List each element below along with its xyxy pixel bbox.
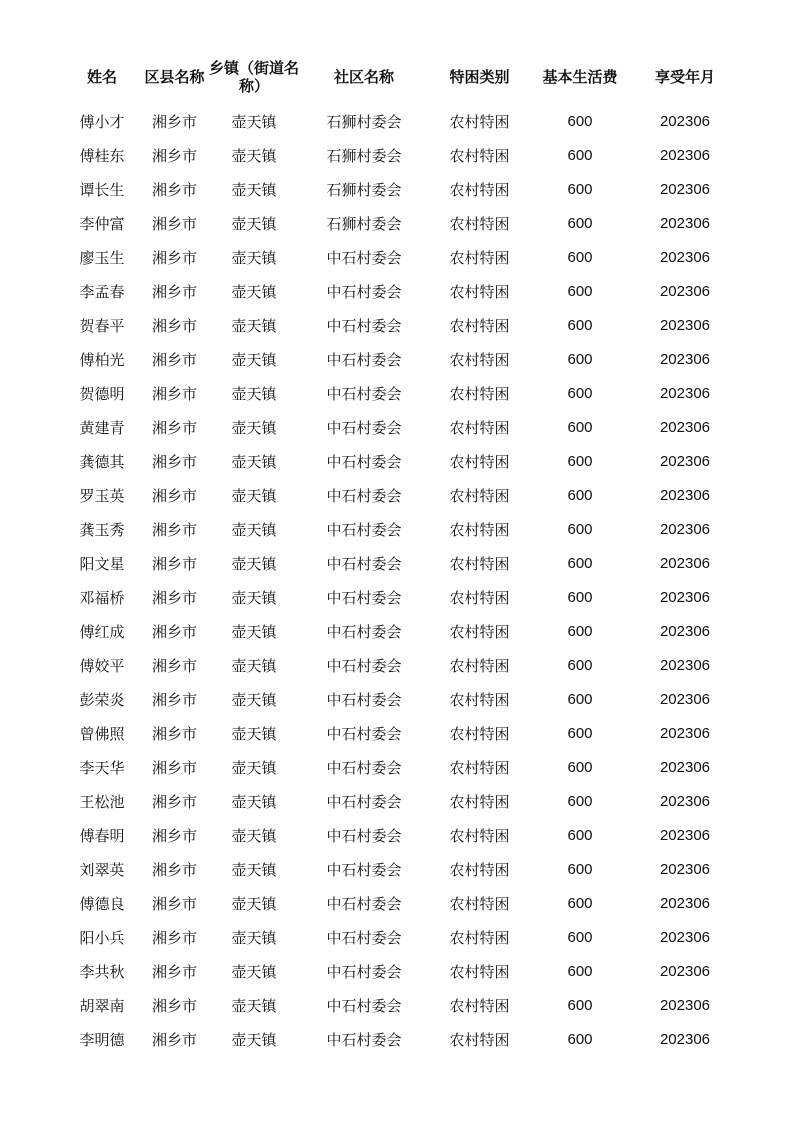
cell-month: 202306 xyxy=(659,826,711,844)
table-row xyxy=(62,750,742,784)
cell-month: 202306 xyxy=(659,588,711,606)
cell-community: 中石村委会 xyxy=(326,1030,402,1049)
cell-community: 中石村委会 xyxy=(326,996,402,1015)
cell-category: 农村特困 xyxy=(449,146,510,165)
cell-month: 202306 xyxy=(659,860,711,878)
table-row xyxy=(62,104,742,138)
cell-name: 阳文星 xyxy=(79,554,125,573)
cell-township: 壶天镇 xyxy=(231,112,277,131)
cell-county: 湘乡市 xyxy=(151,826,197,845)
table-row xyxy=(62,988,742,1022)
cell-name: 傅德良 xyxy=(79,894,125,913)
cell-allowance: 600 xyxy=(567,962,593,980)
cell-allowance: 600 xyxy=(567,452,593,470)
header-county: 区县名称 xyxy=(144,68,205,86)
cell-township: 壶天镇 xyxy=(231,350,277,369)
cell-community: 中石村委会 xyxy=(326,724,402,743)
cell-month: 202306 xyxy=(659,520,711,538)
cell-township: 壶天镇 xyxy=(231,384,277,403)
cell-name: 谭长生 xyxy=(79,180,125,199)
header-township: 乡镇（街道名称） xyxy=(208,59,299,95)
cell-allowance: 600 xyxy=(567,622,593,640)
table-row xyxy=(62,784,742,818)
cell-township: 壶天镇 xyxy=(231,452,277,471)
cell-allowance: 600 xyxy=(567,350,593,368)
cell-month: 202306 xyxy=(659,214,711,232)
cell-name: 王松池 xyxy=(79,792,125,811)
cell-allowance: 600 xyxy=(567,758,593,776)
cell-county: 湘乡市 xyxy=(151,996,197,1015)
cell-township: 壶天镇 xyxy=(231,418,277,437)
cell-allowance: 600 xyxy=(567,928,593,946)
cell-category: 农村特困 xyxy=(449,622,510,641)
cell-allowance: 600 xyxy=(567,690,593,708)
cell-name: 彭荣炎 xyxy=(79,690,125,709)
cell-name: 傅柏光 xyxy=(79,350,125,369)
cell-township: 壶天镇 xyxy=(231,724,277,743)
cell-category: 农村特困 xyxy=(449,316,510,335)
cell-category: 农村特困 xyxy=(449,860,510,879)
cell-name: 贺春平 xyxy=(79,316,125,335)
cell-allowance: 600 xyxy=(567,112,593,130)
table-row xyxy=(62,920,742,954)
cell-community: 中石村委会 xyxy=(326,418,402,437)
cell-allowance: 600 xyxy=(567,486,593,504)
cell-allowance: 600 xyxy=(567,418,593,436)
table-row xyxy=(62,954,742,988)
table-row xyxy=(62,512,742,546)
cell-category: 农村特困 xyxy=(449,690,510,709)
table-row xyxy=(62,478,742,512)
cell-community: 石狮村委会 xyxy=(326,180,402,199)
cell-name: 傅小才 xyxy=(79,112,125,131)
header-community: 社区名称 xyxy=(333,68,394,86)
cell-month: 202306 xyxy=(659,758,711,776)
cell-township: 壶天镇 xyxy=(231,588,277,607)
cell-township: 壶天镇 xyxy=(231,146,277,165)
table-row xyxy=(62,818,742,852)
cell-township: 壶天镇 xyxy=(231,962,277,981)
cell-community: 中石村委会 xyxy=(326,486,402,505)
cell-allowance: 600 xyxy=(567,724,593,742)
cell-community: 中石村委会 xyxy=(326,962,402,981)
cell-community: 中石村委会 xyxy=(326,928,402,947)
table-row xyxy=(62,206,742,240)
cell-category: 农村特困 xyxy=(449,112,510,131)
cell-township: 壶天镇 xyxy=(231,1030,277,1049)
table-row xyxy=(62,376,742,410)
cell-category: 农村特困 xyxy=(449,554,510,573)
cell-name: 李天华 xyxy=(79,758,125,777)
cell-allowance: 600 xyxy=(567,384,593,402)
table-row xyxy=(62,852,742,886)
cell-county: 湘乡市 xyxy=(151,724,197,743)
table-row xyxy=(62,614,742,648)
cell-category: 农村特困 xyxy=(449,758,510,777)
cell-county: 湘乡市 xyxy=(151,1030,197,1049)
cell-community: 石狮村委会 xyxy=(326,112,402,131)
cell-month: 202306 xyxy=(659,1030,711,1048)
cell-category: 农村特困 xyxy=(449,214,510,233)
cell-category: 农村特困 xyxy=(449,996,510,1015)
cell-month: 202306 xyxy=(659,384,711,402)
cell-community: 中石村委会 xyxy=(326,826,402,845)
table-row xyxy=(62,648,742,682)
cell-name: 廖玉生 xyxy=(79,248,125,267)
cell-community: 中石村委会 xyxy=(326,758,402,777)
cell-township: 壶天镇 xyxy=(231,826,277,845)
cell-month: 202306 xyxy=(659,316,711,334)
cell-county: 湘乡市 xyxy=(151,894,197,913)
cell-allowance: 600 xyxy=(567,520,593,538)
table-row xyxy=(62,240,742,274)
cell-county: 湘乡市 xyxy=(151,962,197,981)
cell-township: 壶天镇 xyxy=(231,622,277,641)
cell-category: 农村特困 xyxy=(449,588,510,607)
table-row xyxy=(62,1022,742,1056)
cell-community: 中石村委会 xyxy=(326,792,402,811)
header-name: 姓名 xyxy=(86,68,117,86)
cell-category: 农村特困 xyxy=(449,180,510,199)
table-row xyxy=(62,716,742,750)
cell-category: 农村特困 xyxy=(449,384,510,403)
cell-name: 李孟春 xyxy=(79,282,125,301)
table-row xyxy=(62,274,742,308)
cell-allowance: 600 xyxy=(567,792,593,810)
cell-month: 202306 xyxy=(659,724,711,742)
table-row xyxy=(62,886,742,920)
cell-month: 202306 xyxy=(659,928,711,946)
cell-month: 202306 xyxy=(659,656,711,674)
cell-category: 农村特困 xyxy=(449,1030,510,1049)
table-body xyxy=(62,104,742,1056)
cell-community: 中石村委会 xyxy=(326,248,402,267)
cell-month: 202306 xyxy=(659,282,711,300)
cell-township: 壶天镇 xyxy=(231,894,277,913)
cell-allowance: 600 xyxy=(567,826,593,844)
cell-county: 湘乡市 xyxy=(151,622,197,641)
table-row xyxy=(62,172,742,206)
cell-allowance: 600 xyxy=(567,214,593,232)
cell-community: 中石村委会 xyxy=(326,282,402,301)
cell-county: 湘乡市 xyxy=(151,180,197,199)
cell-township: 壶天镇 xyxy=(231,316,277,335)
assistance-roster-table xyxy=(62,50,742,1056)
cell-township: 壶天镇 xyxy=(231,656,277,675)
cell-township: 壶天镇 xyxy=(231,248,277,267)
table-row xyxy=(62,444,742,478)
cell-name: 邓福桥 xyxy=(79,588,125,607)
cell-allowance: 600 xyxy=(567,180,593,198)
cell-county: 湘乡市 xyxy=(151,860,197,879)
cell-name: 刘翠英 xyxy=(79,860,125,879)
cell-county: 湘乡市 xyxy=(151,554,197,573)
cell-category: 农村特困 xyxy=(449,792,510,811)
cell-name: 傅红成 xyxy=(79,622,125,641)
cell-month: 202306 xyxy=(659,248,711,266)
cell-community: 中石村委会 xyxy=(326,554,402,573)
cell-community: 中石村委会 xyxy=(326,894,402,913)
cell-allowance: 600 xyxy=(567,554,593,572)
cell-category: 农村特困 xyxy=(449,928,510,947)
cell-category: 农村特困 xyxy=(449,418,510,437)
cell-county: 湘乡市 xyxy=(151,690,197,709)
cell-category: 农村特困 xyxy=(449,724,510,743)
cell-county: 湘乡市 xyxy=(151,350,197,369)
cell-township: 壶天镇 xyxy=(231,214,277,233)
cell-county: 湘乡市 xyxy=(151,418,197,437)
table-row xyxy=(62,410,742,444)
cell-township: 壶天镇 xyxy=(231,792,277,811)
cell-community: 中石村委会 xyxy=(326,350,402,369)
cell-community: 中石村委会 xyxy=(326,690,402,709)
header-category: 特困类别 xyxy=(449,68,510,86)
cell-name: 罗玉英 xyxy=(79,486,125,505)
cell-township: 壶天镇 xyxy=(231,486,277,505)
cell-category: 农村特困 xyxy=(449,826,510,845)
cell-community: 中石村委会 xyxy=(326,656,402,675)
cell-month: 202306 xyxy=(659,622,711,640)
cell-category: 农村特困 xyxy=(449,656,510,675)
cell-township: 壶天镇 xyxy=(231,928,277,947)
cell-county: 湘乡市 xyxy=(151,588,197,607)
cell-category: 农村特困 xyxy=(449,520,510,539)
cell-community: 中石村委会 xyxy=(326,384,402,403)
cell-county: 湘乡市 xyxy=(151,656,197,675)
header-allowance: 基本生活费 xyxy=(542,68,618,86)
cell-category: 农村特困 xyxy=(449,486,510,505)
cell-community: 中石村委会 xyxy=(326,520,402,539)
cell-county: 湘乡市 xyxy=(151,452,197,471)
cell-month: 202306 xyxy=(659,486,711,504)
cell-month: 202306 xyxy=(659,350,711,368)
cell-township: 壶天镇 xyxy=(231,520,277,539)
cell-category: 农村特困 xyxy=(449,350,510,369)
cell-month: 202306 xyxy=(659,792,711,810)
cell-month: 202306 xyxy=(659,962,711,980)
cell-allowance: 600 xyxy=(567,248,593,266)
cell-category: 农村特困 xyxy=(449,452,510,471)
cell-county: 湘乡市 xyxy=(151,792,197,811)
cell-allowance: 600 xyxy=(567,894,593,912)
cell-community: 中石村委会 xyxy=(326,860,402,879)
cell-community: 中石村委会 xyxy=(326,452,402,471)
cell-name: 李仲富 xyxy=(79,214,125,233)
cell-category: 农村特困 xyxy=(449,962,510,981)
cell-township: 壶天镇 xyxy=(231,554,277,573)
cell-community: 中石村委会 xyxy=(326,622,402,641)
cell-county: 湘乡市 xyxy=(151,316,197,335)
cell-community: 中石村委会 xyxy=(326,588,402,607)
cell-allowance: 600 xyxy=(567,996,593,1014)
cell-community: 石狮村委会 xyxy=(326,214,402,233)
cell-month: 202306 xyxy=(659,894,711,912)
cell-allowance: 600 xyxy=(567,282,593,300)
cell-category: 农村特困 xyxy=(449,282,510,301)
cell-name: 李明德 xyxy=(79,1030,125,1049)
cell-allowance: 600 xyxy=(567,146,593,164)
cell-name: 龚玉秀 xyxy=(79,520,125,539)
cell-county: 湘乡市 xyxy=(151,486,197,505)
cell-community: 中石村委会 xyxy=(326,316,402,335)
cell-township: 壶天镇 xyxy=(231,758,277,777)
table-row xyxy=(62,138,742,172)
header-month: 享受年月 xyxy=(654,68,715,86)
cell-county: 湘乡市 xyxy=(151,928,197,947)
table-row xyxy=(62,308,742,342)
cell-township: 壶天镇 xyxy=(231,860,277,879)
cell-allowance: 600 xyxy=(567,860,593,878)
cell-allowance: 600 xyxy=(567,316,593,334)
cell-name: 龚德其 xyxy=(79,452,125,471)
cell-allowance: 600 xyxy=(567,588,593,606)
cell-category: 农村特困 xyxy=(449,248,510,267)
cell-name: 李共秋 xyxy=(79,962,125,981)
cell-month: 202306 xyxy=(659,146,711,164)
cell-month: 202306 xyxy=(659,996,711,1014)
cell-category: 农村特困 xyxy=(449,894,510,913)
cell-month: 202306 xyxy=(659,452,711,470)
cell-township: 壶天镇 xyxy=(231,996,277,1015)
cell-county: 湘乡市 xyxy=(151,146,197,165)
cell-allowance: 600 xyxy=(567,1030,593,1048)
cell-county: 湘乡市 xyxy=(151,112,197,131)
cell-allowance: 600 xyxy=(567,656,593,674)
cell-township: 壶天镇 xyxy=(231,180,277,199)
table-row xyxy=(62,580,742,614)
cell-name: 傅姣平 xyxy=(79,656,125,675)
table-header-row xyxy=(62,50,742,104)
cell-month: 202306 xyxy=(659,554,711,572)
cell-name: 傅春明 xyxy=(79,826,125,845)
cell-month: 202306 xyxy=(659,180,711,198)
cell-name: 胡翠南 xyxy=(79,996,125,1015)
cell-name: 曾佛照 xyxy=(79,724,125,743)
cell-county: 湘乡市 xyxy=(151,758,197,777)
table-row xyxy=(62,682,742,716)
cell-month: 202306 xyxy=(659,690,711,708)
table-row xyxy=(62,342,742,376)
cell-month: 202306 xyxy=(659,418,711,436)
cell-county: 湘乡市 xyxy=(151,520,197,539)
table-row xyxy=(62,546,742,580)
cell-name: 贺德明 xyxy=(79,384,125,403)
cell-county: 湘乡市 xyxy=(151,248,197,267)
cell-township: 壶天镇 xyxy=(231,282,277,301)
cell-name: 阳小兵 xyxy=(79,928,125,947)
cell-month: 202306 xyxy=(659,112,711,130)
cell-name: 傅桂东 xyxy=(79,146,125,165)
cell-community: 石狮村委会 xyxy=(326,146,402,165)
cell-township: 壶天镇 xyxy=(231,690,277,709)
cell-county: 湘乡市 xyxy=(151,214,197,233)
cell-county: 湘乡市 xyxy=(151,282,197,301)
cell-name: 黄建青 xyxy=(79,418,125,437)
cell-county: 湘乡市 xyxy=(151,384,197,403)
